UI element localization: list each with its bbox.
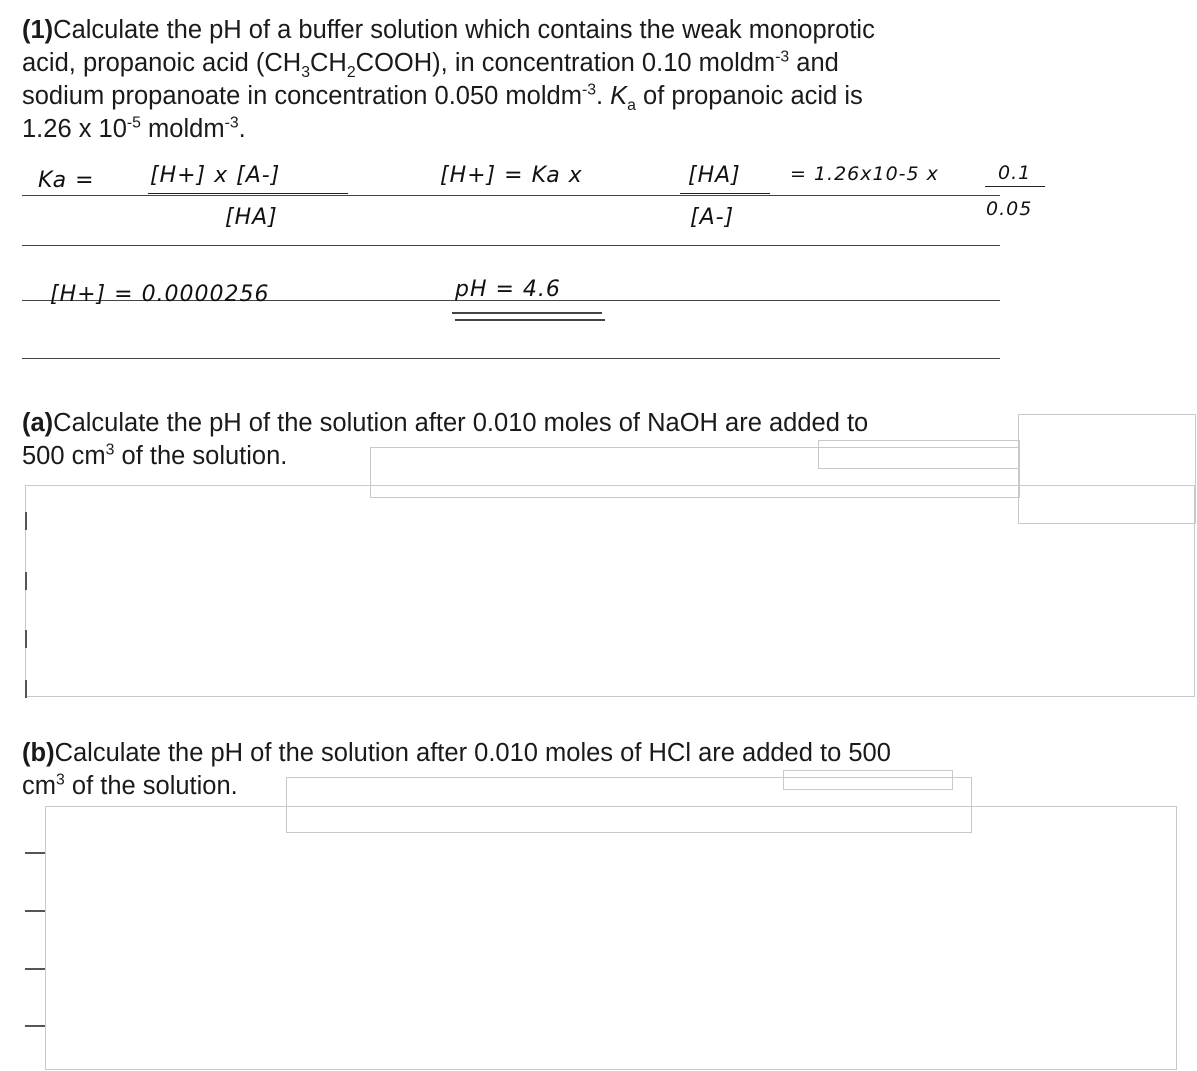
answer-line-2 [22, 245, 1000, 246]
handwritten-h-denominator: [A-] [690, 205, 735, 230]
question-a-label: (a) [22, 409, 54, 437]
margin-dash-4 [25, 1025, 45, 1027]
handwritten-h-numerator-2: 0.1 [998, 162, 1032, 184]
h-fraction-bar-2 [985, 186, 1045, 187]
answer-line-1 [22, 195, 1000, 196]
question-1-text [22, 14, 1022, 146]
question-a-line-2: 500 $cm^3$ of the solution. [22, 441, 288, 470]
question-1-label: (1) [22, 16, 54, 44]
question-b-line-2: $cm^3$ of the solution. [22, 771, 238, 800]
margin-tick-1 [25, 512, 27, 530]
ka-fraction-bar [148, 193, 348, 194]
margin-dash-3 [25, 968, 45, 970]
answer-box-b-main[interactable] [45, 806, 1177, 1070]
margin-tick-4 [25, 680, 27, 698]
handwritten-h-value: = 1.26x10-5 x [790, 163, 939, 185]
margin-tick-2 [25, 572, 27, 590]
handwritten-h-result: [H+] = 0.0000256 [50, 282, 270, 307]
handwritten-h-lhs: [H+] = Ka x [440, 163, 583, 188]
margin-dash-1 [25, 852, 45, 854]
question-a-line-1: (a)Calculate the pH of the solution after 0.010 moles of NaOH are added to [22, 409, 869, 437]
answer-box-b-small-2[interactable] [783, 770, 953, 790]
answer-line-4 [22, 358, 1000, 359]
ph-underline-1 [452, 312, 602, 314]
handwritten-h-numerator: [HA] [688, 163, 741, 188]
handwritten-ka-lhs: Ka = [38, 168, 95, 193]
question-1-line-4: 1.26 x $10^{-5}$ moldm$^{-3}$. [22, 114, 246, 143]
ph-underline-2 [455, 319, 605, 321]
question-b-label: (b) [22, 739, 55, 767]
h-fraction-bar [680, 193, 770, 194]
handwritten-ph-result: pH = 4.6 [455, 277, 561, 302]
margin-dash-2 [25, 910, 45, 912]
handwritten-h-denominator-2: 0.05 [986, 198, 1033, 220]
question-1-line-2: acid, propanoic acid $(CH_3CH_2COOH)$, in concentration 0.10 moldm$^{-3}$ and [22, 48, 839, 82]
margin-tick-3 [25, 630, 27, 648]
question-1-line-1: (1)Calculate the pH of a buffer solution which contains the weak monoprotic [22, 16, 875, 44]
handwritten-ka-denominator: [HA] [225, 205, 278, 230]
answer-box-a-small-2[interactable] [818, 440, 1020, 469]
answer-box-a-main[interactable] [25, 485, 1195, 697]
question-b-line-1: (b)Calculate the pH of the solution after 0.010 moles of HCl are added to 500 [22, 739, 891, 767]
question-1-line-3: sodium propanoate in concentration 0.050 moldm$^{-3}$. $K_a$ of propanoic acid is [22, 81, 863, 115]
handwritten-ka-numerator: [H+] x [A-] [150, 163, 281, 188]
